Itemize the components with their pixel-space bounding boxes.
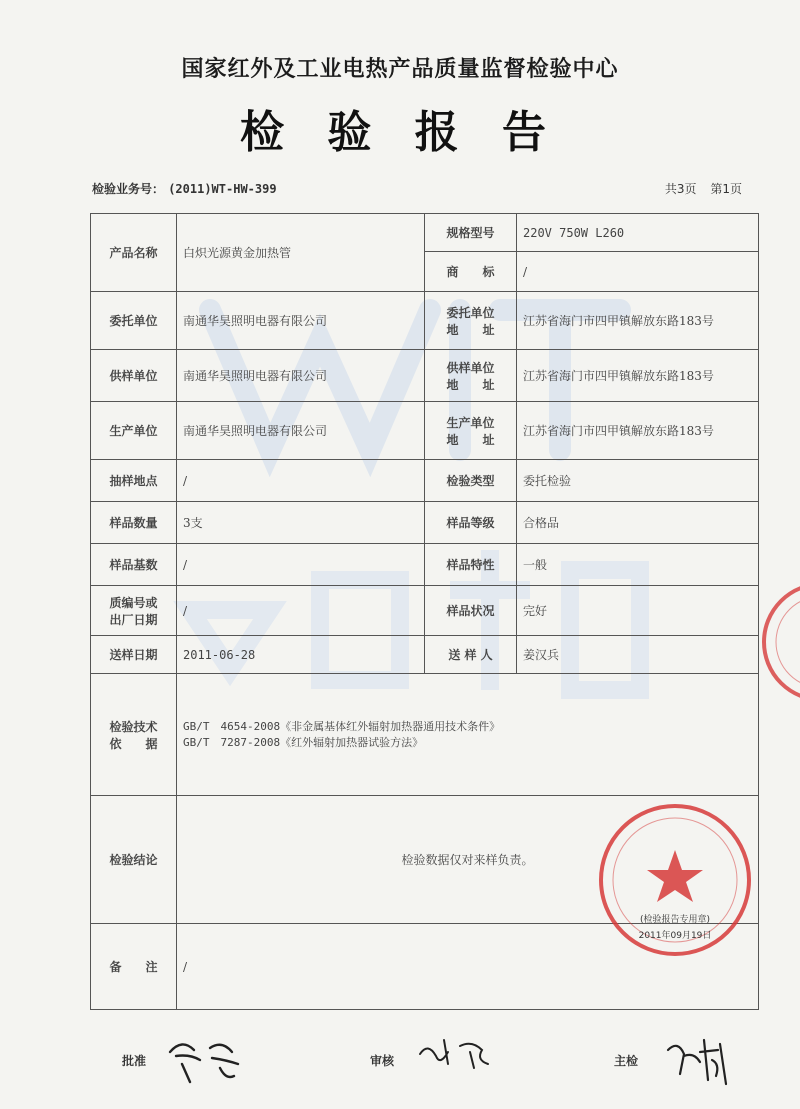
- model-value: 220V 750W L260: [517, 214, 759, 252]
- trademark-value: /: [517, 252, 759, 292]
- side-seal: [752, 572, 800, 712]
- total-pages: 共3页: [664, 182, 697, 196]
- batch-date-label: [91, 586, 177, 636]
- sample-base-label: 样品基数: [91, 544, 177, 586]
- producer-address-label: [425, 402, 517, 460]
- sampling-place-value: /: [177, 460, 425, 502]
- delivery-date-label: 送样日期: [91, 636, 177, 674]
- client-label: 委托单位: [91, 292, 177, 350]
- basis-standard-1: GB/T 4654-2008《非金属基体红外辐射加热器通用技术条件》: [183, 719, 501, 733]
- sample-characteristic-label: 样品特性: [425, 544, 517, 586]
- batch-date-label-line2: 出厂日期: [109, 612, 158, 627]
- basis-label: [91, 674, 177, 796]
- conclusion-value: 检验数据仅对来样负责。: [177, 796, 759, 924]
- report-number-value: (2011)WT-HW-399: [168, 182, 277, 196]
- sampling-place-label: 抽样地点: [91, 460, 177, 502]
- review-signature: [414, 1030, 504, 1080]
- approve-label: 批准: [122, 1054, 147, 1068]
- basis-label-line1: 检验技术: [109, 719, 158, 734]
- supplier-value: 南通华昊照明电器有限公司: [177, 350, 425, 402]
- sample-state-value: 完好: [517, 586, 759, 636]
- client-value: 南通华昊照明电器有限公司: [177, 292, 425, 350]
- supplier-address-value: 江苏省海门市四甲镇解放东路183号: [517, 350, 759, 402]
- sender-label: 送 样 人: [425, 636, 517, 674]
- trademark-label: 商 标: [425, 252, 517, 292]
- chief-label: 主检: [614, 1054, 639, 1068]
- producer-value: 南通华昊照明电器有限公司: [177, 402, 425, 460]
- basis-standard-2: GB/T 7287-2008《红外辐射加热器试验方法》: [183, 735, 424, 749]
- client-address-label-line1: 委托单位: [446, 305, 495, 320]
- remark-value: /: [177, 924, 759, 1010]
- client-address-label-line2: 地 址: [446, 322, 495, 337]
- inspection-type-value: 委托检验: [517, 460, 759, 502]
- organization-name: 国家红外及工业电热产品质量监督检验中心: [181, 57, 619, 82]
- chief-signature: [660, 1030, 740, 1088]
- producer-address-value: 江苏省海门市四甲镇解放东路183号: [517, 402, 759, 460]
- supplier-address-label-line1: 供样单位: [446, 360, 495, 375]
- report-number: [92, 180, 277, 197]
- sample-base-value: /: [177, 544, 425, 586]
- producer-address-label-line1: 生产单位: [446, 415, 495, 430]
- report-number-label: 检验业务号：: [92, 182, 165, 196]
- supplier-address-label: [425, 350, 517, 402]
- review-label: 审核: [370, 1054, 395, 1068]
- seal-label-text: (检验报告专用章): [639, 915, 711, 925]
- remark-label: 备 注: [91, 924, 177, 1010]
- conclusion-label: 检验结论: [91, 796, 177, 924]
- sample-grade-value: 合格品: [517, 502, 759, 544]
- batch-date-label-line1: 质编号或: [109, 595, 158, 610]
- model-label: 规格型号: [425, 214, 517, 252]
- inspection-type-label: 检验类型: [425, 460, 517, 502]
- batch-date-value: /: [177, 586, 425, 636]
- seal-date-text: 2011年09月19日: [638, 931, 712, 941]
- producer-label: 生产单位: [91, 402, 177, 460]
- page-count: [655, 180, 742, 197]
- sample-quantity-label: 样品数量: [91, 502, 177, 544]
- client-address-value: 江苏省海门市四甲镇解放东路183号: [517, 292, 759, 350]
- sample-characteristic-value: 一般: [517, 544, 759, 586]
- delivery-date-value: 2011-06-28: [177, 636, 425, 674]
- basis-value: [177, 674, 759, 796]
- supplier-label: 供样单位: [91, 350, 177, 402]
- signature-row: [0, 1030, 800, 1090]
- approve-signature: [160, 1030, 250, 1086]
- report-title: 检 验 报 告: [240, 107, 560, 158]
- supplier-address-label-line2: 地 址: [446, 377, 495, 392]
- producer-address-label-line2: 地 址: [446, 432, 495, 447]
- product-name-label: 产品名称: [91, 214, 177, 292]
- current-page: 第1页: [710, 182, 742, 196]
- sender-value: 姜汉兵: [517, 636, 759, 674]
- sample-state-label: 样品状况: [425, 586, 517, 636]
- sample-grade-label: 样品等级: [425, 502, 517, 544]
- product-name-value: 白炽光源黄金加热管: [177, 214, 425, 292]
- basis-label-line2: 依 据: [109, 736, 158, 751]
- sample-quantity-value: 3支: [177, 502, 425, 544]
- client-address-label: [425, 292, 517, 350]
- inspection-report-table: [90, 213, 759, 1010]
